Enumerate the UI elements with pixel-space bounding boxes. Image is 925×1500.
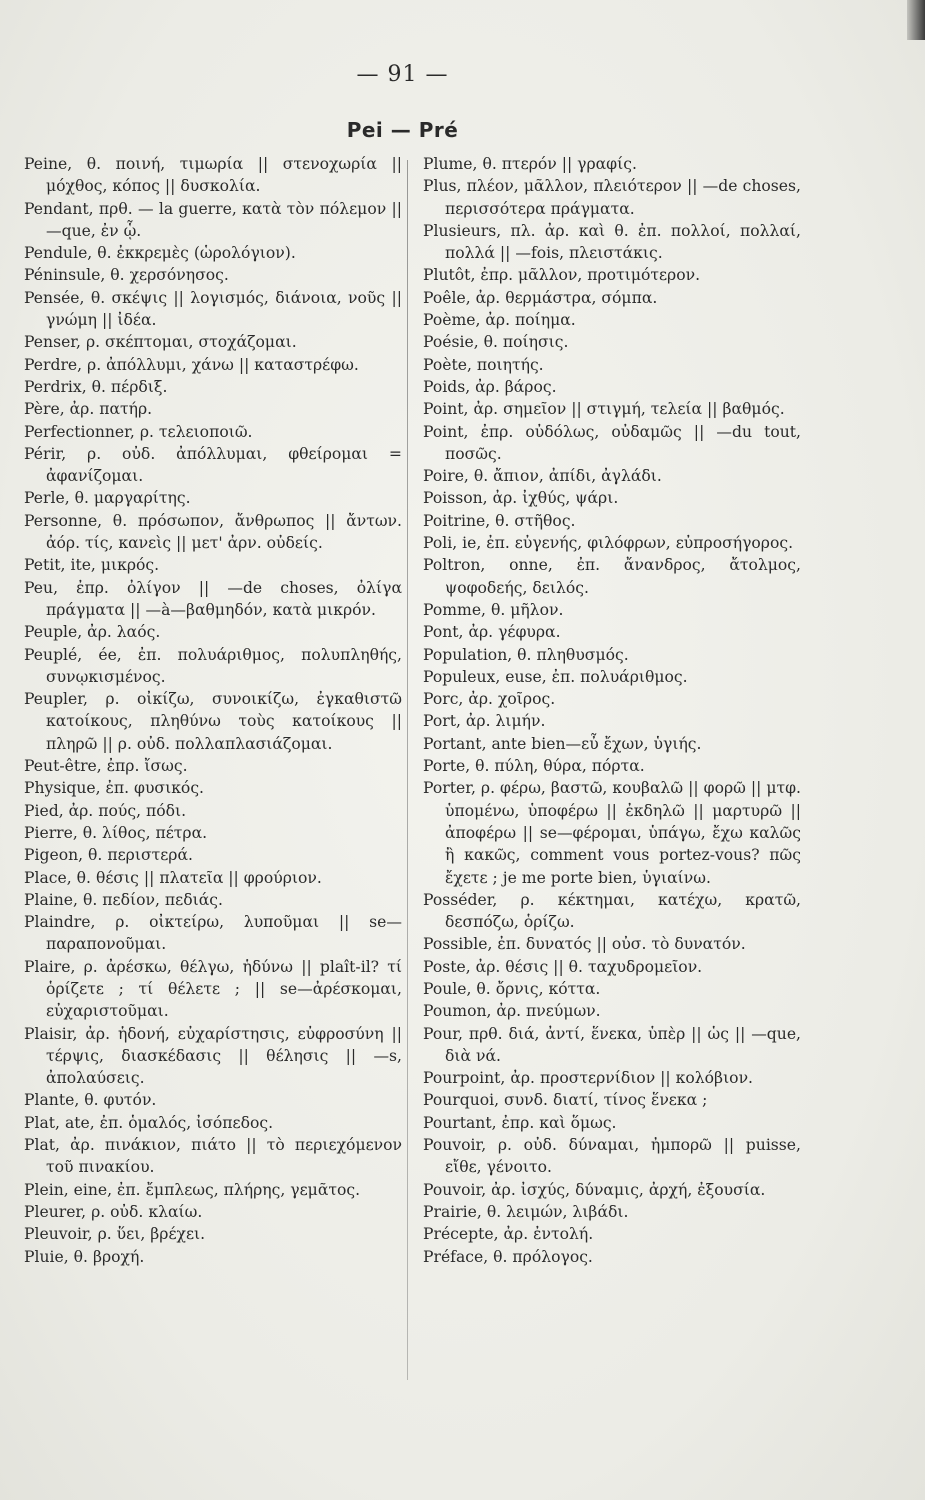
dictionary-entry: Péninsule, θ. χερσόνησος. <box>24 266 229 285</box>
page-edge-shadow <box>907 0 925 40</box>
dictionary-entry: Plat, ἀρ. πινάκιον, πιάτο || τὸ περιεχόμενον τοῦ πινακίου. <box>24 1136 402 1177</box>
dictionary-entry: Possible, ἐπ. δυνατός || οὐσ. τὸ δυνατόν. <box>423 935 746 954</box>
dictionary-entry: Pourtant, ἐπρ. καὶ ὅμως. <box>423 1113 617 1132</box>
dictionary-entry: Poids, ἀρ. βάρος. <box>423 377 557 396</box>
dictionary-entry: Poitrine, θ. στῆθος. <box>423 511 576 530</box>
dictionary-entry: Pouvoir, ρ. οὐδ. δύναμαι, ἠμπορῶ || puisse, εἴθε, γένοιτο. <box>423 1136 801 1177</box>
dictionary-entry: Point, ἐπρ. οὐδόλως, οὐδαμῶς || —du tout, ποσῶς. <box>423 422 801 463</box>
dictionary-entry: Plaine, θ. πεδίον, πεδιάς. <box>24 890 223 909</box>
dictionary-entry: Périr, ρ. οὐδ. ἀπόλλυμαι, φθείρομαι = ἀφανίζομαι. <box>24 444 402 486</box>
dictionary-entry: Poltron, onne, ἐπ. ἄνανδρος, ἄτολμος, ψοφοδεής, δειλός. <box>423 556 801 597</box>
dictionary-entry: Pour, πρθ. διά, ἀντί, ἕνεκα, ὑπὲρ || ὡς || —que, διὰ νά. <box>423 1024 801 1065</box>
dictionary-entry: Plante, θ. φυτόν. <box>24 1091 157 1110</box>
dictionary-entry: Peuplé, ée, ἐπ. πολυάριθμος, πολυπληθής, συνῳκισμένος. <box>24 645 402 686</box>
dictionary-entry: Place, θ. θέσις || πλατεῖα || φρούριον. <box>24 868 322 887</box>
dictionary-entry: Portant, ante bien—εὖ ἔχων, ὑγιής. <box>423 734 702 753</box>
dictionary-entry: Pendant, πρθ. — la guerre, κατὰ τὸν πόλεμον || —que, ἐν ᾧ. <box>24 199 402 240</box>
dictionary-entry: Peuple, ἀρ. λαός. <box>24 623 161 642</box>
dictionary-entry: Pigeon, θ. περιστερά. <box>24 846 193 865</box>
dictionary-entry: Pont, ἀρ. γέφυρα. <box>423 623 561 642</box>
dictionary-entry: Port, ἀρ. λιμήν. <box>423 712 546 731</box>
dictionary-entry: Population, θ. πληθυσμός. <box>423 645 629 664</box>
dictionary-entry: Père, ἀρ. πατήρ. <box>24 400 153 419</box>
dictionary-entry: Poli, ie, ἐπ. εὐγενής, φιλόφρων, εὐπροσήγορος. <box>423 534 794 553</box>
dictionary-entry: Pleurer, ρ. οὐδ. κλαίω. <box>24 1202 203 1221</box>
dictionary-entry: Perdre, ρ. ἀπόλλυμι, χάνω || καταστρέφω. <box>24 355 359 374</box>
column-divider <box>407 160 408 1380</box>
dictionary-entry: Prairie, θ. λειμών, λιβάδι. <box>423 1202 629 1221</box>
page-number: — 91 — <box>356 62 449 87</box>
dictionary-entry: Pomme, θ. μῆλον. <box>423 600 564 619</box>
dictionary-entry: Posséder, ρ. κέκτημαι, κατέχω, κρατῶ, δεσπόζω, ὁρίζω. <box>423 890 801 932</box>
dictionary-entry: Petit, ite, μικρός. <box>24 556 160 575</box>
dictionary-entry: Perdrix, θ. πέρδιξ. <box>24 377 168 396</box>
dictionary-entry: Point, ἀρ. σημεῖον || στιγμή, τελεία || βαθμός. <box>423 400 785 419</box>
dictionary-entry: Plat, ate, ἐπ. ὁμαλός, ἰσόπεδος. <box>24 1113 274 1132</box>
dictionary-entry: Précepte, ἀρ. ἐντολή. <box>423 1225 594 1244</box>
dictionary-entry: Poète, ποιητής. <box>423 355 544 374</box>
dictionary-entry: Populeux, euse, ἐπ. πολυάριθμος. <box>423 667 688 686</box>
right-column <box>423 153 801 1268</box>
dictionary-entry: Peu, ἐπρ. ὀλίγον || —de choses, ὀλίγα πράγματα || —à—βαθμηδόν, κατὰ μικρόν. <box>24 578 402 619</box>
dictionary-entry: Peine, θ. ποινή, τιμωρία || στενοχωρία || μόχθος, κόπος || δυσκολία. <box>24 155 402 196</box>
dictionary-entry: Poésie, θ. ποίησις. <box>423 333 569 352</box>
dictionary-entry: Poème, ἀρ. ποίημα. <box>423 311 576 330</box>
dictionary-entry: Pourpoint, ἀρ. προστερνίδιον || κολόβιον. <box>423 1069 754 1088</box>
dictionary-entry: Porte, θ. πύλη, θύρα, πόρτα. <box>423 757 645 776</box>
dictionary-entry: Poire, θ. ἄπιον, ἀπίδι, ἀγλάδι. <box>423 467 662 486</box>
dictionary-entry: Poêle, ἀρ. θερμάστρα, σόμπα. <box>423 288 658 307</box>
dictionary-entry: Personne, θ. πρόσωπον, ἄνθρωπος || ἄντων. ἀόρ. τίς, κανεὶς || μετ' ἀρν. οὐδείς. <box>24 511 402 553</box>
dictionary-entry: Pouvoir, ἀρ. ἰσχύς, δύναμις, ἀρχή, ἐξουσία. <box>423 1180 766 1199</box>
dictionary-entry: Peupler, ρ. οἰκίζω, συνοικίζω, ἐγκαθιστῶ κατοίκους, πληθύνω τοὺς κατοίκους || πληρῶ || ρ. οὐδ. πολλαπλασιάζομαι. <box>24 690 402 753</box>
dictionary-entry: Plus, πλέον, μᾶλλον, πλειότερον || —de choses, περισσότερα πράγματα. <box>423 177 801 218</box>
dictionary-entry: Plutôt, ἐπρ. μᾶλλον, προτιμότερον. <box>423 266 701 285</box>
dictionary-entry: Perfectionner, ρ. τελειοποιῶ. <box>24 422 253 441</box>
dictionary-entry: Préface, θ. πρόλογος. <box>423 1247 593 1266</box>
dictionary-entry: Peut-être, ἐπρ. ἴσως. <box>24 757 188 776</box>
dictionary-entry: Pensée, θ. σκέψις || λογισμός, διάνοια, νοῦς || γνώμη || ἰδέα. <box>24 288 402 330</box>
dictionary-entry: Plein, eine, ἐπ. ἔμπλεως, πλήρης, γεμᾶτος. <box>24 1180 361 1199</box>
dictionary-entry: Porc, ἀρ. χοῖρος. <box>423 690 556 709</box>
dictionary-entry: Penser, ρ. σκέπτομαι, στοχάζομαι. <box>24 333 297 352</box>
dictionary-entry: Plusieurs, πλ. ἀρ. καὶ θ. ἐπ. πολλοί, πολλαί, πολλά || —fois, πλειστάκις. <box>423 221 801 263</box>
dictionary-entry: Poisson, ἀρ. ἰχθύς, ψάρι. <box>423 489 619 508</box>
dictionary-entry: Pied, ἀρ. πούς, πόδι. <box>24 801 187 820</box>
dictionary-entry: Plaindre, ρ. οἰκτείρω, λυποῦμαι || se—παραπονοῦμαι. <box>24 913 402 954</box>
dictionary-entry: Pluie, θ. βροχή. <box>24 1247 145 1266</box>
dictionary-entry: Pleuvoir, ρ. ὕει, βρέχει. <box>24 1225 206 1244</box>
dictionary-entry: Pierre, θ. λίθος, πέτρα. <box>24 823 208 842</box>
dictionary-entry: Plaisir, ἀρ. ἡδονή, εὐχαρίστησις, εὐφροσύνη || τέρψις, διασκέδασις || θέλησις || —s, ἀπολαύσεις. <box>24 1024 402 1088</box>
dictionary-entry: Pourquoi, συνδ. διατί, τίνος ἕνεκα ; <box>423 1091 708 1110</box>
dictionary-entry: Perle, θ. μαργαρίτης. <box>24 489 191 508</box>
dictionary-entry: Poule, θ. ὄρνις, κόττα. <box>423 979 601 998</box>
dictionary-entry: Physique, ἐπ. φυσικός. <box>24 779 205 798</box>
dictionary-entry: Porter, ρ. φέρω, βαστῶ, κουβαλῶ || φορῶ || μτφ. ὑπομένω, ὑποφέρω || ἐκδηλῶ || μαρτυρῶ || ἀποφέρω || se—φέρομαι, ὑπάγω, ἔχω καλῶς ἢ κακῶς, comment vous portez-vous? πῶς ἔχετε ; je me porte bien, ὑγιαίνω. <box>423 779 801 887</box>
dictionary-entry: Poumon, ἀρ. πνεύμων. <box>423 1002 601 1021</box>
dictionary-entry: Plume, θ. πτερόν || γραφίς. <box>423 155 637 173</box>
left-column <box>24 153 402 1268</box>
dictionary-entry: Poste, ἀρ. θέσις || θ. ταχυδρομεῖον. <box>423 957 703 976</box>
dictionary-entry: Pendule, θ. ἐκκρεμὲς (ὡρολόγιον). <box>24 244 296 263</box>
dictionary-entry: Plaire, ρ. ἀρέσκω, θέλγω, ἡδύνω || plaît-il? τί ὁρίζετε ; τί θέλετε ; || se—ἀρέσκομαι, εὐχαριστοῦμαι. <box>24 957 402 1021</box>
running-head: Pei — Pré <box>346 118 459 142</box>
